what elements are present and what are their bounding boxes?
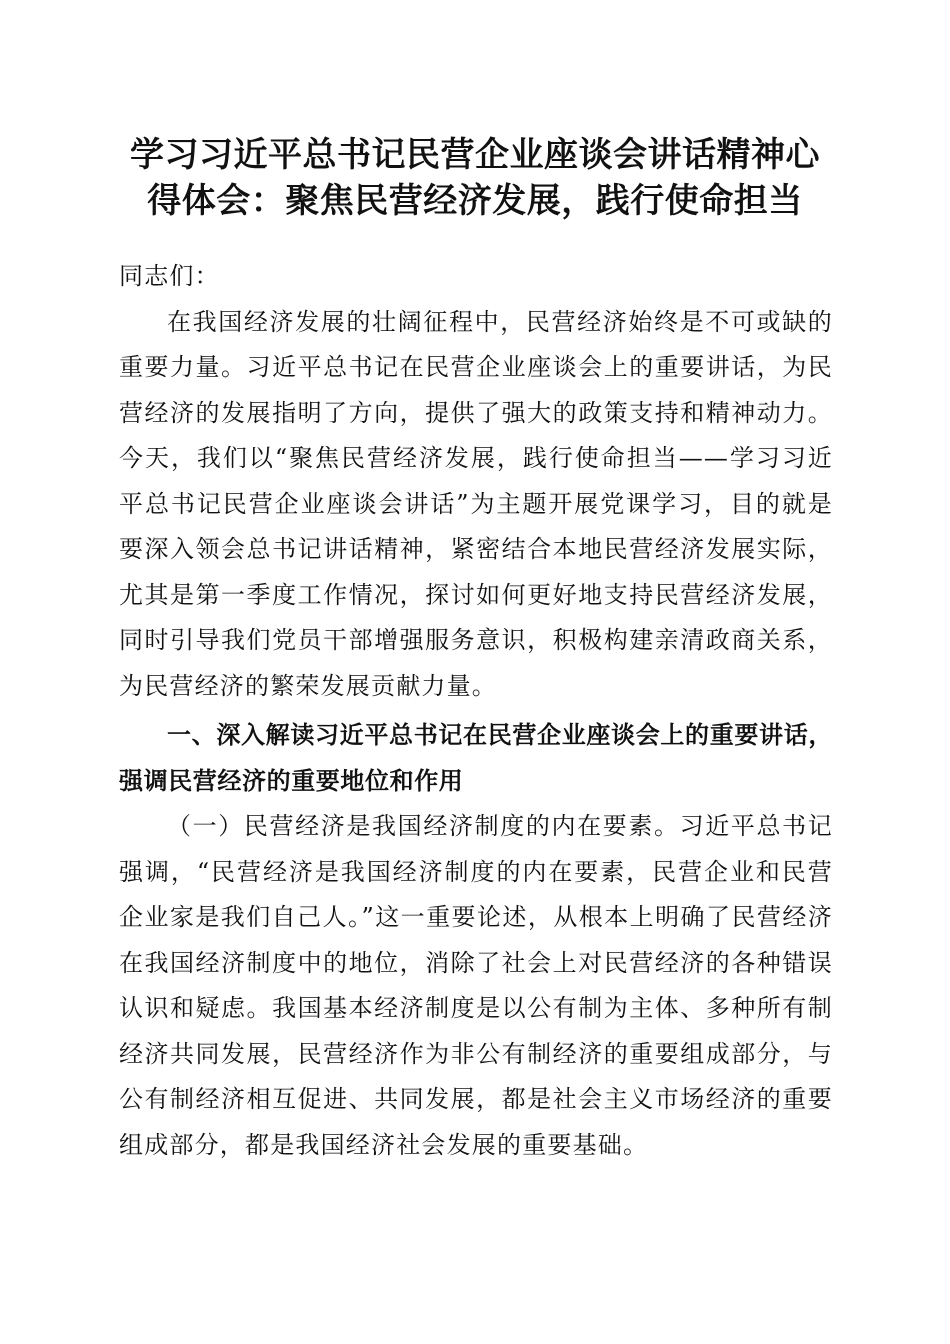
section-heading-1: 一、深入解读习近平总书记在民营企业座谈会上的重要讲话，强调民营经济的重要地位和作用 bbox=[119, 721, 833, 795]
document-body bbox=[119, 254, 833, 1168]
salutation: 同志们： bbox=[119, 262, 220, 290]
document-title bbox=[100, 132, 850, 224]
subsection-paragraph-1: （一）民营经济是我国经济制度的内在要素。习近平总书记强调，“民营经济是我国经济制度的内在要素，民营企业和民营企业家是我们自己人。”这一重要论述，从根本上明确了民营经济在我国经济制度中的地位，消除了社会上对民营经济的各种错误认识和疑虑。我国基本经济制度是以公有制为主体、多种所有制经济共同发展，民营经济作为非公有制经济的重要组成部分，与公有制经济相互促进、共同发展，都是社会主义市场经济的重要组成部分，都是我国经济社会发展的重要基础。 bbox=[119, 812, 833, 1159]
title-line-1: 学习习近平总书记民营企业座谈会讲话精神心 bbox=[130, 135, 820, 175]
title-line-2: 得体会：聚焦民营经济发展，践行使命担当 bbox=[147, 181, 803, 221]
intro-paragraph: 在我国经济发展的壮阔征程中，民营经济始终是不可或缺的重要力量。习近平总书记在民营企业座谈会上的重要讲话，为民营经济的发展指明了方向，提供了强大的政策支持和精神动力。今天，我们以“聚焦民营经济发展，践行使命担当——学习习近平总书记民营企业座谈会讲话”为主题开展党课学习，目的就是要深入领会总书记讲话精神，紧密结合本地民营经济发展实际，尤其是第一季度工作情况，探讨如何更好地支持民营经济发展，同时引导我们党员干部增强服务意识，积极构建亲清政商关系，为民营经济的繁荣发展贡献力量。 bbox=[119, 307, 833, 700]
